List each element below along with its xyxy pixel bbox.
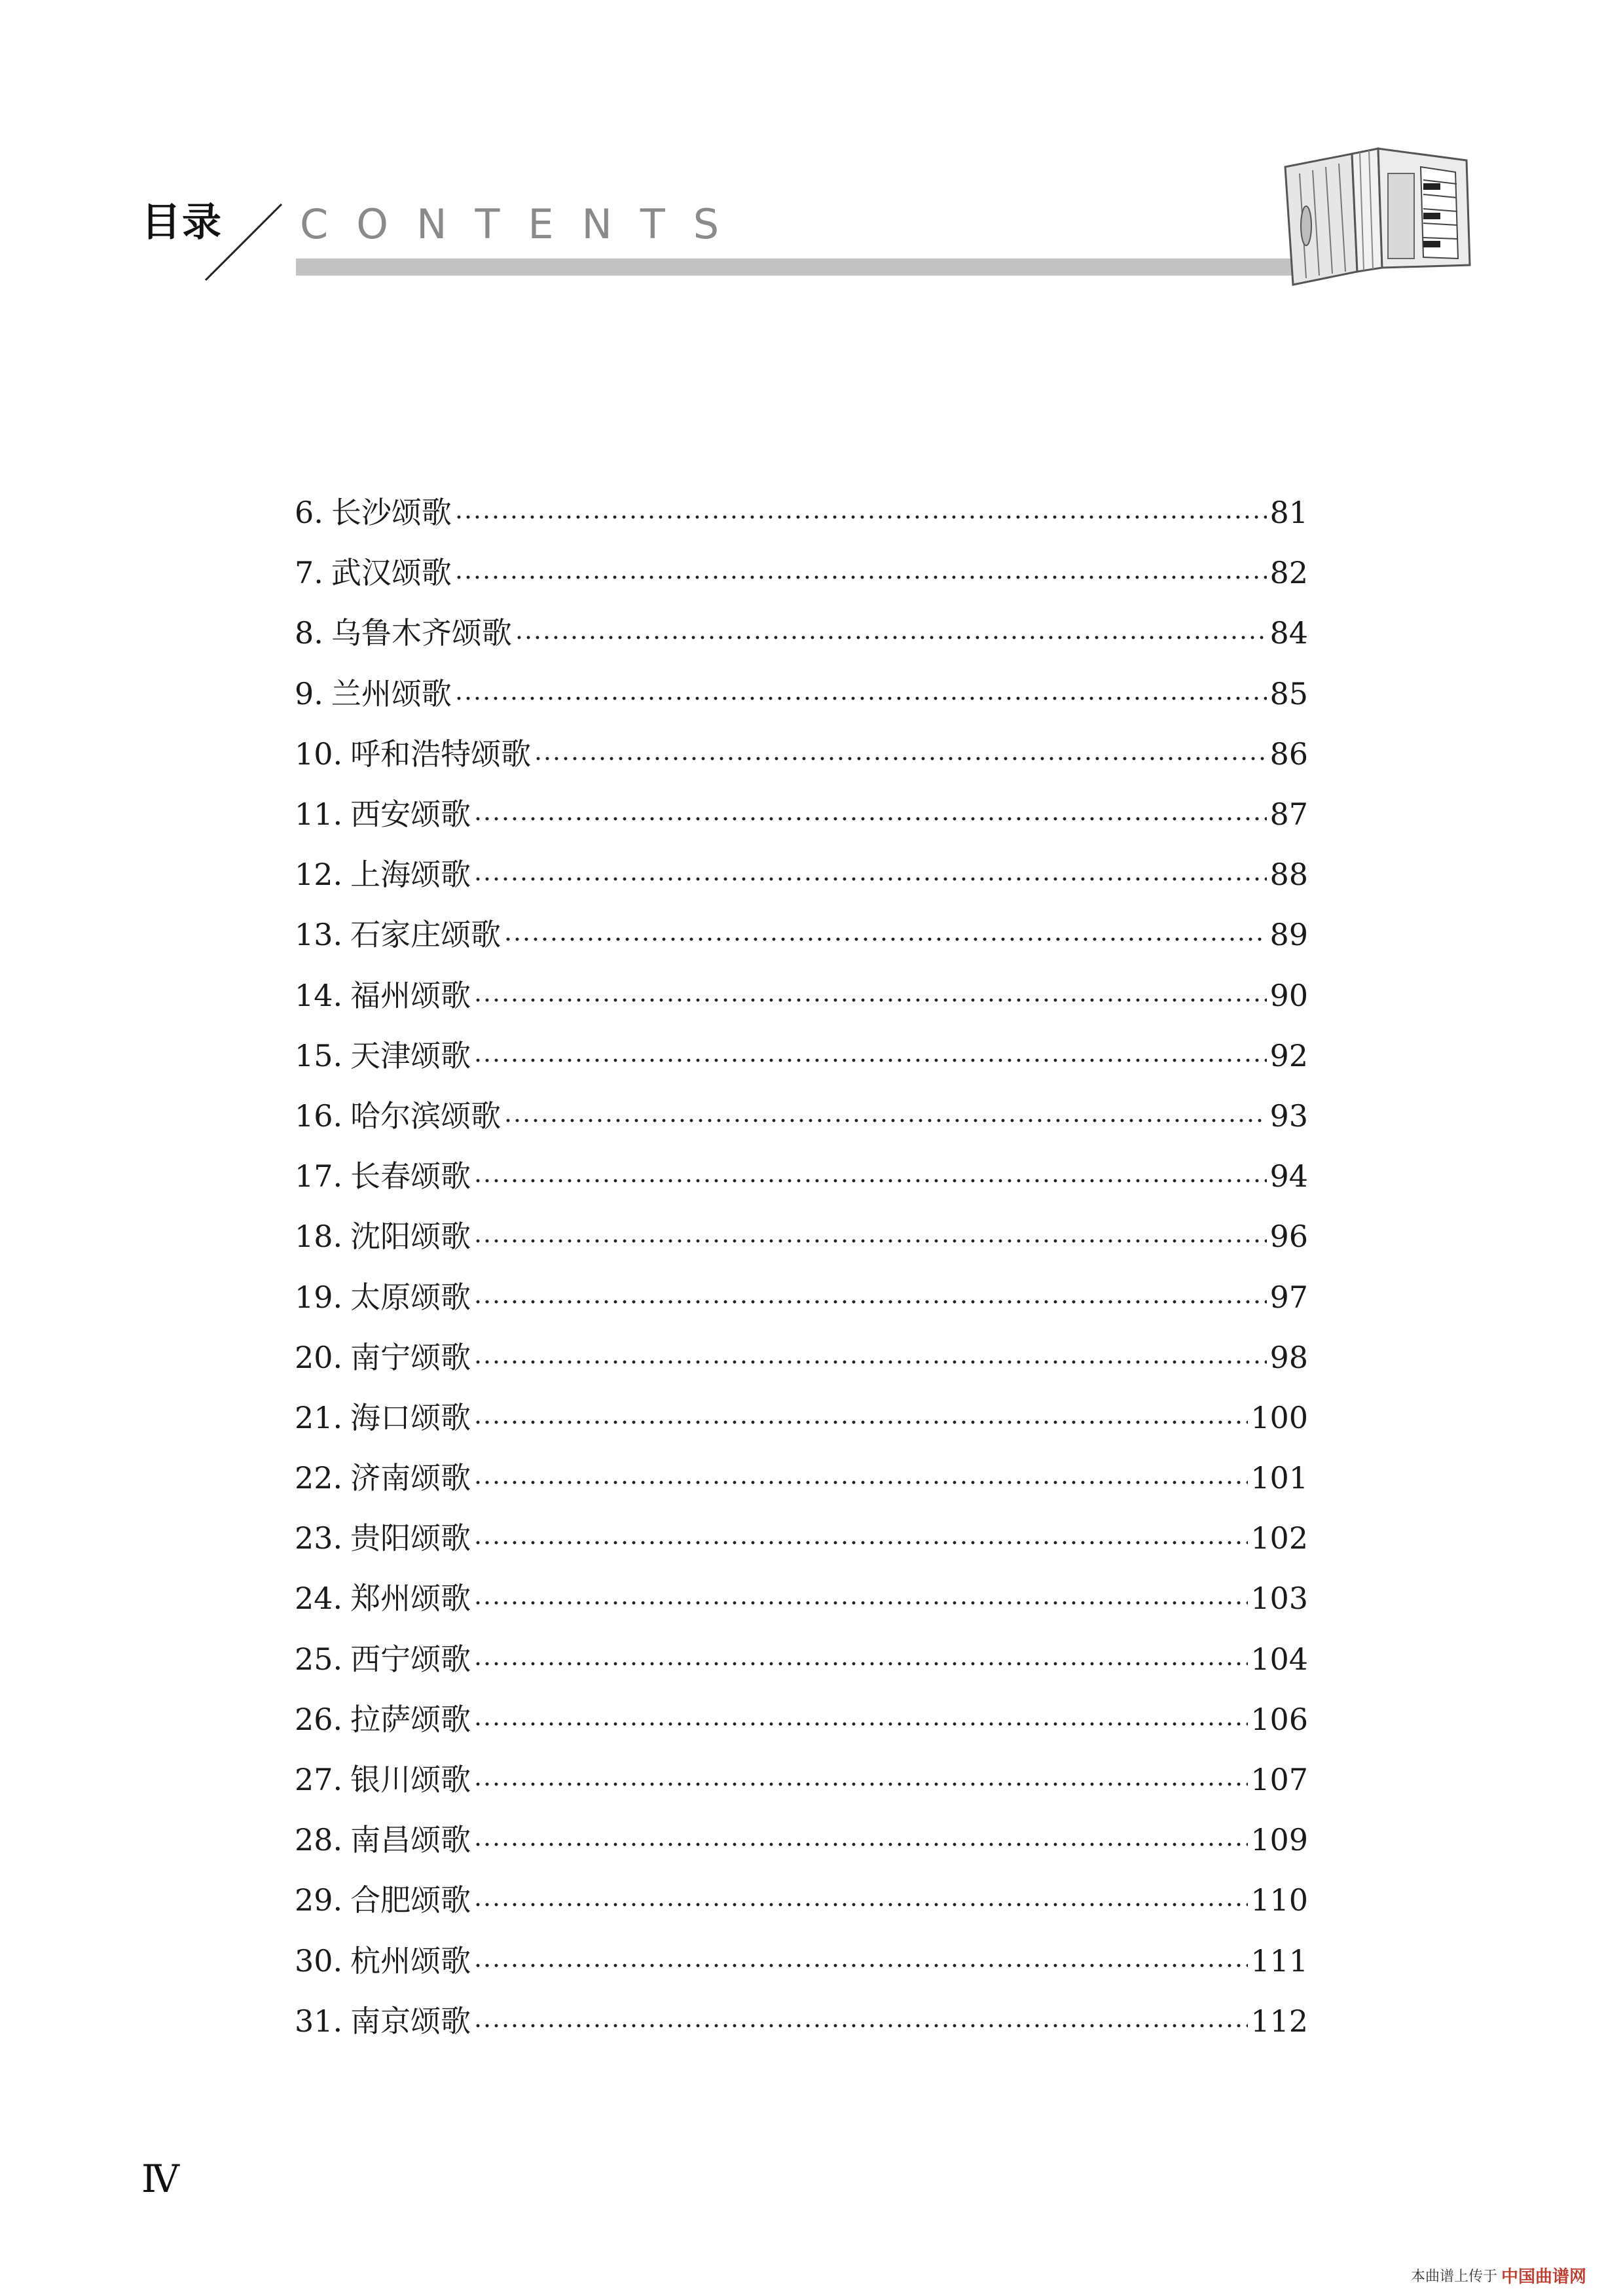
toc-entry-number: 30.: [295, 1943, 343, 1979]
toc-entry: [295, 1568, 1308, 1628]
toc-entry-title: 哈尔滨颂歌: [350, 1098, 501, 1134]
toc-entry: [295, 482, 1308, 543]
toc-entry-number: 15.: [295, 1037, 343, 1073]
toc-dot-leader: [473, 816, 1267, 822]
footer-upload-text: 本曲谱上传于: [1411, 2269, 1498, 2285]
toc-entry: [295, 1810, 1308, 1870]
toc-entry: [295, 1629, 1308, 1689]
toc-dot-leader: [473, 1841, 1248, 1848]
toc-entry: [295, 603, 1308, 663]
toc-dot-leader: [454, 514, 1267, 520]
toc-entry: [295, 724, 1308, 784]
toc-entry-number: 25.: [295, 1641, 343, 1677]
toc-entry: [295, 1327, 1308, 1388]
toc-entry-title: 合肥颂歌: [350, 1882, 471, 1918]
toc-entry-page: 81: [1269, 495, 1308, 531]
toc-entry-page: 87: [1269, 797, 1308, 833]
toc-entry-title: 西宁颂歌: [350, 1641, 471, 1677]
divider-slash: [196, 196, 288, 288]
toc-entry-page: 103: [1250, 1581, 1308, 1617]
toc-dot-leader: [473, 1660, 1248, 1667]
toc-entry-title: 乌鲁木齐颂歌: [331, 615, 512, 651]
toc-list: [295, 482, 1308, 2051]
toc-entry-number: 19.: [295, 1279, 343, 1315]
toc-entry-number: 8.: [295, 615, 323, 651]
toc-dot-leader: [473, 1721, 1248, 1727]
toc-entry-title: 武汉颂歌: [331, 555, 452, 591]
toc-entry-title: 杭州颂歌: [350, 1943, 471, 1979]
toc-entry-number: 13.: [295, 917, 343, 953]
toc-entry-title: 南京颂歌: [350, 2003, 471, 2039]
toc-entry-title: 呼和浩特颂歌: [350, 736, 532, 772]
toc-dot-leader: [454, 695, 1267, 702]
toc-entry-number: 11.: [295, 797, 343, 833]
toc-entry-page: 109: [1250, 1822, 1308, 1858]
toc-entry-title: 拉萨颂歌: [350, 1701, 471, 1737]
toc-entry: [295, 1689, 1308, 1749]
toc-dot-leader: [473, 1539, 1248, 1546]
toc-dot-leader: [473, 997, 1267, 1003]
toc-entry-title: 海口颂歌: [350, 1399, 471, 1435]
toc-entry-page: 101: [1250, 1460, 1308, 1496]
toc-dot-leader: [503, 1117, 1267, 1124]
toc-entry: [295, 1749, 1308, 1810]
toc-entry: [295, 1508, 1308, 1568]
toc-entry: [295, 1448, 1308, 1508]
toc-entry-title: 兰州颂歌: [331, 675, 452, 711]
toc-dot-leader: [473, 876, 1267, 882]
toc-entry-page: 98: [1269, 1339, 1308, 1375]
toc-entry-number: 12.: [295, 857, 343, 893]
toc-entry: [295, 844, 1308, 905]
toc-entry: [295, 1266, 1308, 1327]
toc-entry-number: 17.: [295, 1158, 343, 1194]
toc-dot-leader: [473, 1781, 1248, 1787]
toc-entry-number: 6.: [295, 495, 323, 531]
toc-entry-number: 27.: [295, 1762, 343, 1798]
toc-entry: [295, 1086, 1308, 1146]
toc-dot-leader: [473, 1419, 1248, 1426]
toc-entry-page: 104: [1250, 1641, 1308, 1677]
header-bar: [296, 259, 1324, 276]
toc-entry: [295, 784, 1308, 844]
toc-entry-page: 107: [1250, 1762, 1308, 1798]
toc-entry-title: 郑州颂歌: [350, 1581, 471, 1617]
toc-dot-leader: [473, 1962, 1248, 1969]
toc-entry-number: 21.: [295, 1399, 343, 1435]
toc-heading: 目录: [141, 200, 223, 245]
toc-entry-title: 沈阳颂歌: [350, 1219, 471, 1255]
toc-dot-leader: [473, 1299, 1267, 1305]
toc-entry-title: 西安颂歌: [350, 797, 471, 833]
toc-entry: [295, 1991, 1308, 2051]
toc-dot-leader: [454, 574, 1267, 581]
toc-entry-title: 长春颂歌: [350, 1158, 471, 1194]
toc-entry-page: 89: [1269, 917, 1308, 953]
toc-dot-leader: [473, 1600, 1248, 1606]
toc-entry-page: 84: [1269, 615, 1308, 651]
toc-entry-number: 26.: [295, 1701, 343, 1737]
toc-entry-number: 7.: [295, 555, 323, 591]
toc-entry: [295, 1146, 1308, 1206]
page-number: Ⅳ: [141, 2157, 179, 2201]
toc-dot-leader: [534, 755, 1267, 762]
toc-dot-leader: [473, 1479, 1248, 1486]
toc-entry-number: 10.: [295, 736, 343, 772]
toc-entry-page: 92: [1269, 1037, 1308, 1073]
toc-entry-page: 100: [1250, 1399, 1308, 1435]
toc-entry-page: 86: [1269, 736, 1308, 772]
toc-entry-number: 31.: [295, 2003, 343, 2039]
toc-entry-number: 20.: [295, 1339, 343, 1375]
toc-entry-page: 85: [1269, 675, 1308, 711]
toc-entry: [295, 1206, 1308, 1266]
toc-dot-leader: [515, 634, 1267, 641]
toc-entry-title: 上海颂歌: [350, 857, 471, 893]
toc-entry-number: 9.: [295, 675, 323, 711]
toc-entry-number: 24.: [295, 1581, 343, 1617]
toc-entry-number: 14.: [295, 977, 343, 1013]
toc-dot-leader: [503, 936, 1267, 942]
toc-dot-leader: [473, 1238, 1267, 1244]
toc-entry-page: 111: [1250, 1943, 1308, 1979]
toc-entry-number: 23.: [295, 1520, 343, 1556]
footer-upload-note: [1411, 2263, 1586, 2287]
toc-entry: [295, 664, 1308, 724]
toc-entry-page: 112: [1250, 2003, 1308, 2039]
toc-dot-leader: [473, 1057, 1267, 1064]
toc-entry-title: 天津颂歌: [350, 1037, 471, 1073]
toc-entry: [295, 1388, 1308, 1448]
toc-entry: [295, 1870, 1308, 1930]
toc-entry-title: 银川颂歌: [350, 1762, 471, 1798]
toc-entry-page: 88: [1269, 857, 1308, 893]
toc-entry-title: 济南颂歌: [350, 1460, 471, 1496]
toc-entry-page: 94: [1269, 1158, 1308, 1194]
toc-entry-title: 贵阳颂歌: [350, 1520, 471, 1556]
toc-entry: [295, 965, 1308, 1026]
toc-entry-number: 18.: [295, 1219, 343, 1255]
toc-entry: [295, 905, 1308, 965]
toc-entry-page: 82: [1269, 555, 1308, 591]
toc-entry-title: 南昌颂歌: [350, 1822, 471, 1858]
toc-entry-page: 110: [1250, 1882, 1308, 1918]
toc-entry-title: 太原颂歌: [350, 1279, 471, 1315]
toc-entry-page: 102: [1250, 1520, 1308, 1556]
toc-dot-leader: [473, 1359, 1267, 1365]
toc-entry-page: 97: [1269, 1279, 1308, 1315]
toc-entry: [295, 543, 1308, 603]
toc-dot-leader: [473, 1177, 1267, 1184]
toc-entry: [295, 1931, 1308, 1991]
toc-dot-leader: [473, 2022, 1248, 2029]
toc-entry-number: 29.: [295, 1882, 343, 1918]
toc-entry-title: 福州颂歌: [350, 977, 471, 1013]
toc-entry-page: 96: [1269, 1219, 1308, 1255]
toc-dot-leader: [473, 1901, 1248, 1908]
accordion-icon: [1280, 147, 1476, 288]
toc-entry-number: 22.: [295, 1460, 343, 1496]
contents-subtitle: CONTENTS: [300, 200, 748, 248]
site-logo: 中国曲谱网: [1501, 2267, 1587, 2287]
toc-entry: [295, 1026, 1308, 1086]
toc-entry-title: 石家庄颂歌: [350, 917, 501, 953]
toc-entry-number: 16.: [295, 1098, 343, 1134]
toc-entry-title: 南宁颂歌: [350, 1339, 471, 1375]
toc-entry-page: 106: [1250, 1701, 1308, 1737]
toc-entry-title: 长沙颂歌: [331, 495, 452, 531]
toc-entry-page: 90: [1269, 977, 1308, 1013]
toc-entry-number: 28.: [295, 1822, 343, 1858]
toc-entry-page: 93: [1269, 1098, 1308, 1134]
